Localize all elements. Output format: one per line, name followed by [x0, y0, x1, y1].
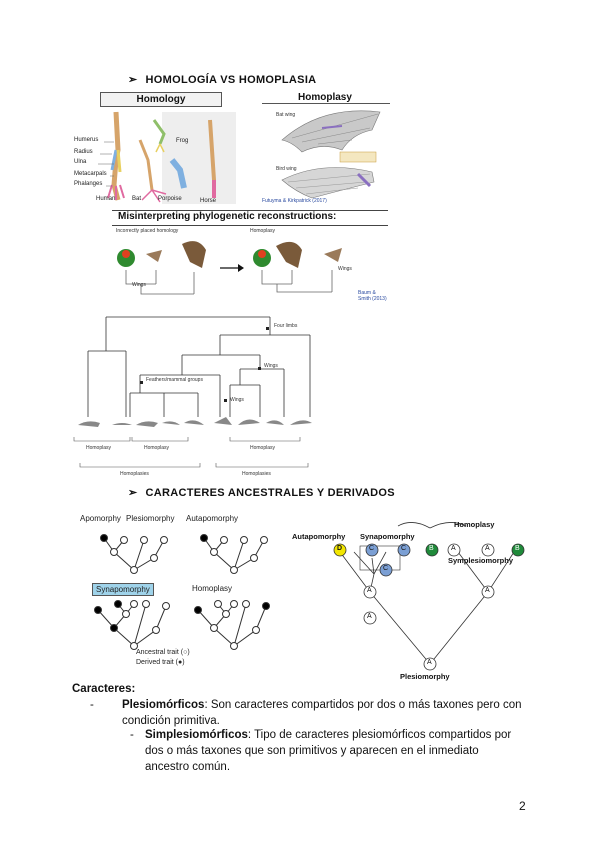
simplesiomorficos-term: Simplesiomórficos [145, 729, 248, 741]
arrow-bullet-icon: ➢ [128, 74, 138, 86]
bone-label: Humerus [74, 137, 99, 143]
forelimb-bones-illustration [72, 90, 238, 208]
group-label: Homoplasy [250, 445, 276, 451]
wing-comparison-illustration [262, 90, 392, 208]
apomorphy-diagram [288, 518, 528, 680]
filled-circle-icon: ● [178, 659, 183, 666]
plesiomorficos-term: Plesiomórficos [122, 699, 205, 711]
node-a-label: A [367, 587, 372, 594]
homoplasy-title: Homoplasy [298, 92, 352, 103]
homology-title: Homology [100, 92, 222, 107]
plesiomorphy-label: Plesiomorphy [126, 514, 175, 523]
bone-label: Ulna [74, 159, 87, 165]
misinterpreting-trees [112, 210, 388, 300]
bottom-group-label: Homoplasies [242, 471, 271, 477]
misinterpreting-figure [112, 210, 388, 300]
left-tree-label: Incorrectly placed homology [116, 228, 179, 234]
simplesiomorficos-desc: : Tipo de caracteres plesiomórficos compartidos por dos o más taxones que son primitivos y aparecen en el inmediato ancestro común. [145, 729, 512, 773]
autapomorphy-diagram-label: Autapomorphy [292, 532, 346, 541]
bottom-group-label: Homoplasies [120, 471, 149, 477]
node-a-label: A [451, 545, 456, 552]
plesiomorficos-item [122, 697, 522, 729]
page-number: 2 [519, 799, 526, 813]
simplesiomorficos-item [145, 727, 525, 775]
tree-trait-label: Wings [230, 397, 244, 403]
node-c-label: C [369, 545, 375, 552]
legend-derived: Derived trait (●) [136, 659, 185, 666]
tree-trait-label: Wings [264, 363, 278, 369]
misinterpreting-title: Misinterpreting phylogenetic reconstructions: [118, 211, 337, 222]
arrow-bullet-icon: ➢ [128, 487, 138, 499]
animal-label: Frog [176, 138, 189, 144]
node-c-label: C [401, 545, 407, 552]
node-a-label: A [485, 545, 490, 552]
node-b-label: B [429, 545, 434, 552]
node-c-label: C [383, 565, 389, 572]
right-tree-label: Homoplasy [250, 228, 276, 234]
homoplasy-figure [262, 90, 392, 208]
animal-label: Porpoise [158, 196, 182, 202]
wing-label: Bat wing [276, 112, 296, 118]
node-a-label: A [367, 613, 372, 620]
bone-label: Radius [74, 149, 93, 155]
homoplasy-label: Homoplasy [192, 584, 233, 593]
tree-trait-label: Feathers/mammal groups [146, 377, 203, 383]
wings-label: Wings [132, 282, 146, 288]
list-dash: - [130, 729, 134, 741]
bone-label: Metacarpals [74, 171, 107, 177]
node-a-label: A [485, 587, 490, 594]
homoplasy-credit: Futuyma & Kirkpatrick (2017) [262, 198, 327, 204]
animal-label: Horse [200, 198, 217, 204]
symplesiomorphy-diagram-label: Symplesiomorphy [448, 556, 514, 565]
group-label: Homoplasy [144, 445, 170, 451]
apomorphy-label: Apomorphy [80, 514, 121, 523]
list-dash: - [90, 699, 94, 711]
misinterpreting-credit: Baum & Smith (2013) [358, 290, 387, 302]
plesiomorficos-desc: : Son caracteres compartidos por dos o más taxones pero con condición primitiva. [122, 699, 522, 727]
animal-label: Human [96, 196, 116, 202]
synapomorphy-diagram-label: Synapomorphy [360, 532, 415, 541]
section-heading-homologia: ➢ HOMOLOGÍA VS HOMOPLASIA [128, 74, 317, 86]
wing-label: Bird wing [276, 166, 297, 172]
caracteres-heading: Caracteres: [72, 683, 136, 695]
phylogeny-tree [70, 305, 330, 485]
legend-ancestral: Ancestral trait (○) [136, 649, 190, 656]
group-label: Homoplasy [86, 445, 112, 451]
plesiomorphy-diagram-label: Plesiomorphy [400, 672, 450, 681]
small-trees-diagram [74, 510, 274, 670]
node-a-label: A [427, 659, 432, 666]
homoplasy-diagram-label: Homoplasy [454, 520, 495, 529]
trait-types-figure [74, 510, 274, 670]
animal-label: Bat [132, 196, 142, 202]
section-heading-caracteres: ➢ CARACTERES ANCESTRALES Y DERIVADOS [128, 487, 395, 499]
synapomorphy-label: Synapomorphy [92, 583, 154, 596]
open-circle-icon: ○ [183, 649, 188, 656]
node-d-label: D [337, 545, 343, 552]
tree-trait-label: Four limbs [274, 323, 298, 329]
apomorphy-tree [288, 518, 528, 680]
bone-label: Phalanges [74, 181, 103, 187]
vertebrate-phylogeny-figure [70, 305, 330, 485]
node-b-label: B [515, 545, 520, 552]
autapomorphy-label: Autapomorphy [186, 514, 239, 523]
wings-label: Wings [338, 266, 352, 272]
homology-figure [72, 90, 238, 208]
